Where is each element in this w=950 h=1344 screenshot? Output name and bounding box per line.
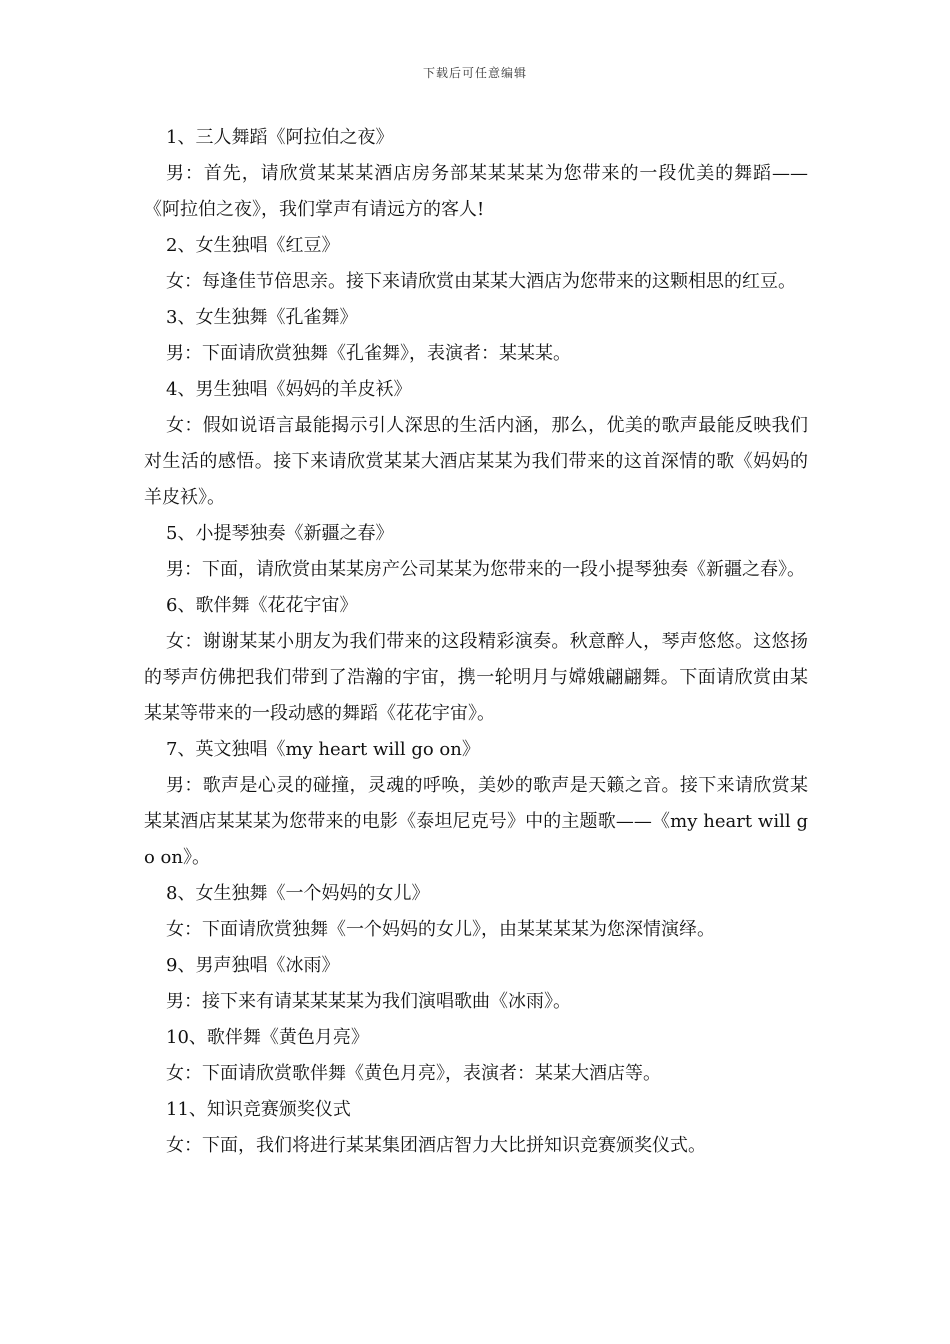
host-line: 男：下面请欣赏独舞《孔雀舞》，表演者：某某某。 [166, 343, 571, 364]
page-header: 下载后可任意编辑 [422, 66, 527, 80]
program-item-title: 7、英文独唱《my heart will go on》 [166, 739, 480, 760]
program-item-title: 5、小提琴独奏《新疆之春》 [166, 523, 394, 544]
host-line: 女：假如说语言最能揭示引人深思的生活内涵，那么，优美的歌声最能反映我们对生活的感悟。接下来请欣赏某某大酒店某某为我们带来的这首深情的歌《妈妈的羊皮袄》。 [144, 415, 808, 508]
program-item-title: 6、歌伴舞《花花宇宙》 [166, 595, 358, 616]
program-item-title: 11、知识竞赛颁奖仪式 [166, 1099, 351, 1120]
host-line: 女：下面请欣赏歌伴舞《黄色月亮》，表演者：某某大酒店等。 [166, 1063, 661, 1084]
host-line: 女：下面请欣赏独舞《一个妈妈的女儿》，由某某某某为您深情演绎。 [166, 919, 715, 940]
program-item-title: 2、女生独唱《红豆》 [166, 235, 340, 256]
program-item-title: 1、三人舞蹈《阿拉伯之夜》 [166, 127, 394, 148]
program-item-title: 4、男生独唱《妈妈的羊皮袄》 [166, 379, 412, 400]
host-line: 女：谢谢某某小朋友为我们带来的这段精彩演奏。秋意醉人，琴声悠悠。这悠扬的琴声仿佛把我们带到了浩瀚的宇宙，携一轮明月与嫦娥翩翩舞。下面请欣赏由某某某等带来的一段动感的舞蹈《花花宇宙》。 [144, 631, 808, 724]
program-item-title: 3、女生独舞《孔雀舞》 [166, 307, 358, 328]
program-item-title: 9、男声独唱《冰雨》 [166, 955, 340, 976]
host-line: 男：首先，请欣赏某某某酒店房务部某某某某为您带来的一段优美的舞蹈——《阿拉伯之夜》，我们掌声有请远方的客人! [144, 163, 808, 220]
program-item-title: 8、女生独舞《一个妈妈的女儿》 [166, 883, 430, 904]
program-item-title: 10、歌伴舞《黄色月亮》 [166, 1027, 369, 1048]
host-line: 女：每逢佳节倍思亲。接下来请欣赏由某某大酒店为您带来的这颗相思的红豆。 [166, 271, 796, 292]
host-line: 女：下面，我们将进行某某集团酒店智力大比拼知识竞赛颁奖仪式。 [166, 1135, 706, 1156]
host-line: 男：下面，请欣赏由某某房产公司某某为您带来的一段小提琴独奏《新疆之春》。 [166, 559, 805, 580]
host-line: 男：接下来有请某某某某为我们演唱歌曲《冰雨》。 [166, 991, 571, 1012]
document-body [144, 120, 808, 1164]
host-line: 男：歌声是心灵的碰撞，灵魂的呼唤，美妙的歌声是天籁之音。接下来请欣赏某某某酒店某某某为您带来的电影《泰坦尼克号》中的主题歌——《my heart will go on》。 [144, 775, 808, 868]
